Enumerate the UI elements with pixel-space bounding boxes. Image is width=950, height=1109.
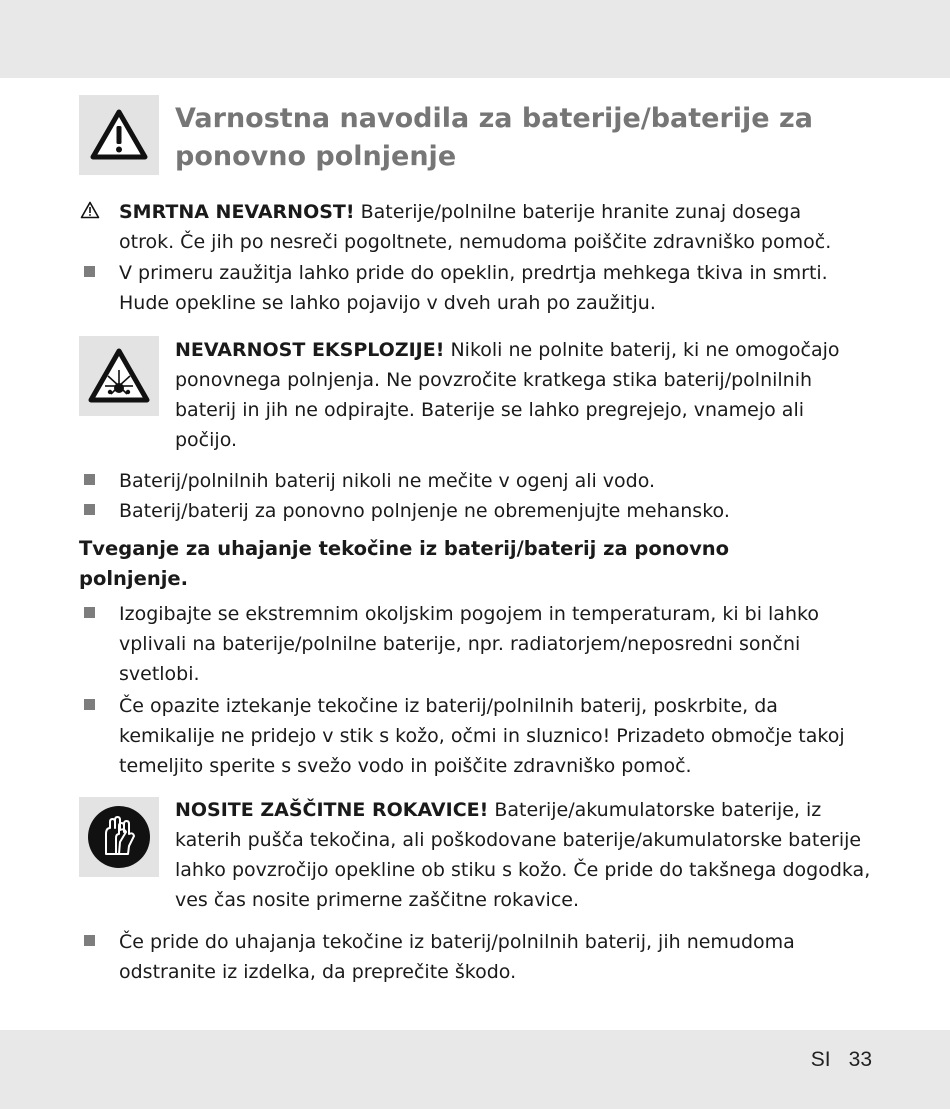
page-title: Varnostna navodila za baterije/baterije za ponovno polnjenje (175, 103, 813, 172)
gloves-label: NOSITE ZAŠČITNE ROKAVICE! (175, 799, 489, 821)
title-warning-icon-box (79, 95, 159, 175)
page-number: 33 (848, 1048, 872, 1071)
explosion-text: Nikoli ne polnite baterij, ki ne omogočajo ponovnega polnjenja. Ne povzročite kratkega stika baterij/polnilnih baterij in jih ne odpirajte. Baterije se lahko pregrejejo, vnamejo ali počijo. (175, 339, 840, 451)
list-item: Baterij/baterij za ponovno polnjenje ne obremenjujte mehansko. (119, 500, 730, 522)
list-item: Baterij/polnilnih baterij nikoli ne mečite v ogenj ali vodo. (119, 470, 656, 492)
gloves-icon-box (79, 797, 159, 877)
explosion-warning (175, 335, 865, 455)
bullet-icon (84, 504, 95, 515)
small-warning-icon (80, 201, 100, 219)
warning-deadly-danger (119, 197, 849, 257)
bullet-icon (84, 474, 95, 485)
top-band (0, 0, 950, 78)
bullet-icon (84, 699, 95, 710)
gloves-warning (175, 795, 875, 915)
bullet-icon (84, 266, 95, 277)
bottom-band (0, 1030, 950, 1109)
leak-heading: Tveganje za uhajanje tekočine iz baterij/baterij za ponovno polnjenje. (79, 537, 730, 590)
list-item: Če opazite iztekanje tekočine iz baterij/polnilnih baterij, poskrbite, da kemikalije ne pridejo v stik s kožo, očmi in sluznico! Prizadeto območje takoj temeljito sperite s svežo vodo in poiščite zdravniško pomoč. (119, 695, 845, 777)
explosion-warning-icon (88, 348, 150, 404)
warning-text: Baterije/polnilne baterije hranite zunaj dosega otrok. Če jih po nesreči pogoltnete, nemudoma poiščite zdravniško pomoč. (119, 201, 832, 253)
warning-label: SMRTNA NEVARNOST! (119, 201, 355, 223)
gloves-text: Baterije/akumulatorske baterije, iz katerih pušča tekočina, ali poškodovane baterije/akumulatorske baterije lahko povzročijo opekline ob stiku s kožo. Če pride do takšnega dogodka, ves čas nosite primerne zaščitne rokavice. (175, 799, 871, 911)
bullet-icon (84, 607, 95, 618)
explosion-label: NEVARNOST EKSPLOZIJE! (175, 339, 445, 361)
list-item: Če pride do uhajanja tekočine iz baterij/polnilnih baterij, jih nemudoma odstranite iz izdelka, da preprečite škodo. (119, 931, 795, 983)
wear-gloves-icon (86, 804, 152, 870)
warning-triangle-icon (89, 108, 149, 162)
list-item: Izogibajte se ekstremnim okoljskim pogojem in temperaturam, ki bi lahko vplivali na baterije/polnilne baterije, npr. radiatorjem/neposredni sončni svetlobi. (119, 603, 819, 685)
explosion-icon-box (79, 336, 159, 416)
bullet-icon (84, 935, 95, 946)
language-code: SI (810, 1048, 831, 1071)
list-item: V primeru zaužitja lahko pride do opeklin, predrtja mehkega tkiva in smrti. Hude opekline se lahko pojavijo v dveh urah po zaužitju. (119, 262, 828, 314)
page-footer (811, 1048, 872, 1072)
